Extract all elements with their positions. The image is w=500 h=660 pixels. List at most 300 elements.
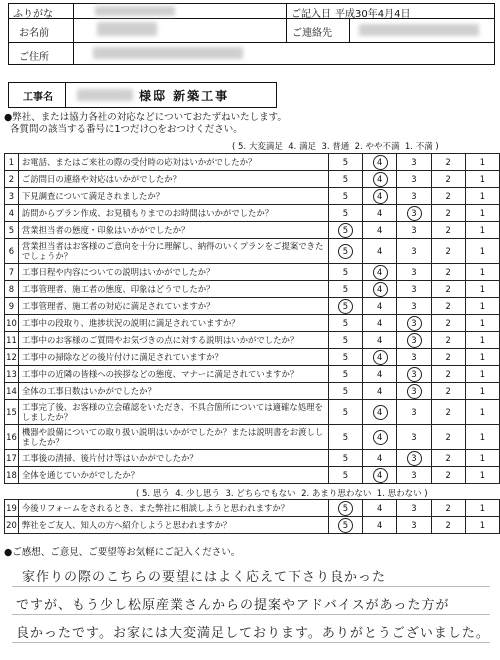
- score-option-4[interactable]: [363, 222, 397, 239]
- score-label: 4: [377, 301, 383, 311]
- score-label: 3: [411, 174, 417, 184]
- score-label: 2: [445, 407, 451, 417]
- redacted-furigana: [95, 6, 175, 16]
- question-row: [5, 171, 500, 188]
- score-option-1[interactable]: [465, 517, 499, 534]
- score-option-4[interactable]: [363, 205, 397, 222]
- score-option-5[interactable]: [328, 517, 362, 534]
- score-option-1[interactable]: [465, 500, 499, 517]
- divider: [73, 4, 74, 64]
- score-option-5[interactable]: [328, 264, 362, 281]
- score-label: 4: [377, 225, 383, 235]
- question-number: 13: [5, 366, 19, 383]
- circled-answer-mark: [407, 384, 422, 399]
- score-option-5[interactable]: [328, 400, 362, 425]
- score-label: 4: [377, 267, 383, 277]
- comment-area: [4, 558, 492, 656]
- circled-answer-mark: [407, 451, 422, 466]
- score-option-3[interactable]: [397, 500, 431, 517]
- question-row: [5, 500, 500, 517]
- intro-line-1: ●弊社、または協力各社の対応などについておたずねいたします。: [4, 112, 287, 123]
- score-label: 4: [377, 386, 383, 396]
- score-label: 1: [479, 267, 486, 277]
- score-label: 5: [342, 503, 349, 513]
- score-option-4[interactable]: [363, 467, 397, 484]
- score-option-4[interactable]: [363, 298, 397, 315]
- question-number: 1: [5, 154, 19, 171]
- name-label: お名前: [19, 28, 49, 39]
- question-row: [5, 239, 500, 264]
- survey-table: [4, 153, 500, 484]
- score-option-2[interactable]: [431, 467, 465, 484]
- divider: [9, 42, 494, 43]
- ruled-line: [12, 586, 490, 587]
- score-option-3[interactable]: [397, 366, 431, 383]
- circled-answer-mark: [373, 172, 388, 187]
- circled-answer-mark: [338, 244, 353, 259]
- question-number: 14: [5, 383, 19, 400]
- score-label: 4: [377, 191, 383, 201]
- score-option-4[interactable]: [363, 171, 397, 188]
- question-text: 工事管理者、施工者の態度、印象はどうでしたか？: [18, 281, 328, 298]
- score-label: 3: [411, 157, 417, 167]
- question-number: 8: [5, 281, 19, 298]
- comment-text-line: 家作りの際のこちらの要望にはよく応えて下さり良かった: [22, 570, 387, 585]
- divider: [65, 83, 66, 107]
- score-label: 2: [445, 386, 451, 396]
- question-text: 工事後の清掃、後片付け等はいかがでしたか？: [18, 450, 328, 467]
- score-option-4[interactable]: [363, 517, 397, 534]
- score-label: 5: [342, 432, 349, 442]
- score-label: 1: [479, 520, 486, 530]
- circled-answer-mark: [373, 350, 388, 365]
- score-option-1[interactable]: [465, 315, 499, 332]
- score-label: 2: [445, 191, 451, 201]
- address-label: ご住所: [19, 52, 49, 63]
- question-row: [5, 366, 500, 383]
- score-option-1[interactable]: [465, 222, 499, 239]
- question-number: 5: [5, 222, 19, 239]
- score-option-1[interactable]: [465, 383, 499, 400]
- score-label: 4: [377, 157, 383, 167]
- score-label: 4: [377, 520, 383, 530]
- score-option-5[interactable]: [328, 154, 362, 171]
- score-label: 3: [411, 191, 417, 201]
- question-text: 工事管理者、施工者の対応に満足されていますか？: [18, 298, 328, 315]
- score-option-4[interactable]: [363, 400, 397, 425]
- score-label: 2: [445, 225, 451, 235]
- question-text: 下見調査について満足されましたか？: [18, 188, 328, 205]
- score-option-2[interactable]: [431, 298, 465, 315]
- score-label: 5: [342, 407, 349, 417]
- score-label: 3: [411, 225, 417, 235]
- score-option-2[interactable]: [431, 222, 465, 239]
- score-label: 2: [445, 208, 451, 218]
- question-text: ご訪問日の連絡や対応はいかがでしたか？: [18, 171, 328, 188]
- score-label: 3: [411, 352, 417, 362]
- score-option-3[interactable]: [397, 239, 431, 264]
- score-label: 5: [342, 470, 349, 480]
- circled-answer-mark: [373, 155, 388, 170]
- question-number: 6: [5, 239, 19, 264]
- circled-answer-mark: [338, 501, 353, 516]
- question-text: 工事中の段取り、進捗状況の説明に満足されていますか？: [18, 315, 328, 332]
- score-label: 1: [479, 386, 486, 396]
- question-row: [5, 349, 500, 366]
- score-option-3[interactable]: [397, 467, 431, 484]
- score-option-2[interactable]: [431, 264, 465, 281]
- score-label: 4: [377, 503, 383, 513]
- score-label: 4: [377, 284, 383, 294]
- date-value: 平成30年4月4日: [335, 9, 411, 20]
- score-label: 5: [342, 453, 349, 463]
- score-label: 5: [342, 352, 349, 362]
- score-option-4[interactable]: [363, 450, 397, 467]
- comment-text-line: ですが、もう少し松原産業さんからの提案やアドバイスがあった方が: [16, 598, 450, 613]
- score-option-5[interactable]: [328, 366, 362, 383]
- question-text: 工事完了後、お客様の立会確認をいただき、不具合箇所については適確な処理をしましたか？: [18, 400, 328, 425]
- score-label: 5: [342, 246, 349, 256]
- score-label: 1: [479, 503, 486, 513]
- score-option-4[interactable]: [363, 383, 397, 400]
- question-text: 全体の工事日数はいかがでしたか？: [18, 383, 328, 400]
- score-label: 1: [479, 453, 486, 463]
- circled-answer-mark: [373, 189, 388, 204]
- question-number: 9: [5, 298, 19, 315]
- question-number: 19: [5, 500, 19, 517]
- score-option-5[interactable]: [328, 171, 362, 188]
- question-row: [5, 154, 500, 171]
- question-row: [5, 517, 500, 534]
- question-row: [5, 281, 500, 298]
- score-option-2[interactable]: [431, 500, 465, 517]
- score-option-5[interactable]: [328, 383, 362, 400]
- score-label: 5: [342, 369, 349, 379]
- score-option-4[interactable]: [363, 425, 397, 450]
- question-text: 工事日程や内容についての説明はいかがでしたか？: [18, 264, 328, 281]
- circled-answer-mark: [407, 367, 422, 382]
- question-number: 4: [5, 205, 19, 222]
- score-option-4[interactable]: [363, 332, 397, 349]
- score-label: 1: [479, 301, 486, 311]
- score-option-2[interactable]: [431, 366, 465, 383]
- score-label: 2: [445, 470, 451, 480]
- score-option-2[interactable]: [431, 349, 465, 366]
- question-row: [5, 222, 500, 239]
- question-number: 10: [5, 315, 19, 332]
- score-option-3[interactable]: [397, 154, 431, 171]
- question-number: 16: [5, 425, 19, 450]
- score-option-1[interactable]: [465, 264, 499, 281]
- question-number: 18: [5, 467, 19, 484]
- score-label: 2: [445, 335, 451, 345]
- score-option-3[interactable]: [397, 205, 431, 222]
- score-label: 2: [445, 246, 451, 256]
- question-text: 今後リフォームをされるとき、また弊社に相談しようと思われますか？: [18, 500, 328, 517]
- score-option-2[interactable]: [431, 154, 465, 171]
- score-option-5[interactable]: [328, 315, 362, 332]
- redacted-contact: [359, 24, 479, 36]
- score-option-2[interactable]: [431, 171, 465, 188]
- question-text: 訪問からプラン作成、お見積もりまでのお時間はいかがでしたか？: [18, 205, 328, 222]
- score-option-3[interactable]: [397, 315, 431, 332]
- score-option-2[interactable]: [431, 450, 465, 467]
- score-option-1[interactable]: [465, 366, 499, 383]
- score-label: 3: [411, 335, 417, 345]
- score-option-3[interactable]: [397, 264, 431, 281]
- contact-label: ご連絡先: [292, 28, 332, 39]
- score-label: 5: [342, 225, 349, 235]
- score-option-4[interactable]: [363, 264, 397, 281]
- score-option-3[interactable]: [397, 298, 431, 315]
- score-option-1[interactable]: [465, 188, 499, 205]
- score-option-2[interactable]: [431, 239, 465, 264]
- score-label: 1: [479, 208, 486, 218]
- question-number: 3: [5, 188, 19, 205]
- score-label: 3: [411, 301, 417, 311]
- score-option-2[interactable]: [431, 315, 465, 332]
- score-option-2[interactable]: [431, 332, 465, 349]
- score-option-5[interactable]: [328, 239, 362, 264]
- score-label: 1: [479, 174, 486, 184]
- circled-answer-mark: [338, 223, 353, 238]
- question-text: 機器や設備についての取り扱い説明はいかがでしたか？または説明書をお渡ししましたか？: [18, 425, 328, 450]
- score-label: 2: [445, 284, 451, 294]
- score-option-2[interactable]: [431, 517, 465, 534]
- score-label: 5: [342, 386, 349, 396]
- score-label: 2: [445, 369, 451, 379]
- score-label: 1: [479, 470, 486, 480]
- score-label: 4: [377, 453, 383, 463]
- score-label: 5: [342, 267, 349, 277]
- score-label: 3: [411, 503, 417, 513]
- score-label: 2: [445, 267, 451, 277]
- score-option-3[interactable]: [397, 450, 431, 467]
- score-option-5[interactable]: [328, 298, 362, 315]
- score-option-5[interactable]: [328, 500, 362, 517]
- score-option-2[interactable]: [431, 400, 465, 425]
- question-row: [5, 188, 500, 205]
- circled-answer-mark: [373, 468, 388, 483]
- score-option-1[interactable]: [465, 450, 499, 467]
- score-label: 1: [479, 369, 486, 379]
- survey-table-2: [4, 499, 500, 534]
- score-option-5[interactable]: [328, 349, 362, 366]
- score-option-1[interactable]: [465, 281, 499, 298]
- customer-info-box: [8, 3, 495, 65]
- score-option-4[interactable]: [363, 349, 397, 366]
- score-option-5[interactable]: [328, 205, 362, 222]
- score-option-2[interactable]: [431, 188, 465, 205]
- score-label: 2: [445, 157, 451, 167]
- score-option-1[interactable]: [465, 239, 499, 264]
- question-text: お電話、またはご来社の際の受付時の応対はいかがでしたか？: [18, 154, 328, 171]
- question-row: [5, 400, 500, 425]
- score-label: 3: [411, 520, 417, 530]
- score-label: 1: [479, 191, 486, 201]
- score-option-1[interactable]: [465, 205, 499, 222]
- question-text: 工事中の近隣の皆様への挨拶などの態度、マナーに満足されていますか？: [18, 366, 328, 383]
- score-option-5[interactable]: [328, 425, 362, 450]
- score-option-1[interactable]: [465, 467, 499, 484]
- score-label: 4: [377, 318, 383, 328]
- score-label: 1: [479, 335, 486, 345]
- score-option-4[interactable]: [363, 188, 397, 205]
- score-label: 1: [479, 284, 486, 294]
- question-row: [5, 264, 500, 281]
- score-label: 2: [445, 520, 451, 530]
- score-label: 5: [342, 284, 349, 294]
- question-row: [5, 450, 500, 467]
- project-label: 工事名: [23, 92, 53, 103]
- comment-header: ●ご感想、ご意見、ご要望等お気軽にご記入ください。: [4, 547, 241, 558]
- score-label: 1: [479, 246, 486, 256]
- score-option-2[interactable]: [431, 383, 465, 400]
- score-option-2[interactable]: [431, 205, 465, 222]
- agreement-scale: ( 5. 思う 4. 少し思う 3. どちらでもない 2. あまり思わない 1. 思わない ): [136, 489, 428, 499]
- score-label: 2: [445, 352, 451, 362]
- question-row: [5, 315, 500, 332]
- score-option-4[interactable]: [363, 315, 397, 332]
- question-row: [5, 205, 500, 222]
- score-option-5[interactable]: [328, 188, 362, 205]
- score-option-5[interactable]: [328, 450, 362, 467]
- score-label: 1: [479, 318, 486, 328]
- divider: [349, 18, 350, 42]
- ruled-line: [12, 642, 490, 643]
- divider: [286, 4, 287, 42]
- score-option-1[interactable]: [465, 349, 499, 366]
- score-option-1[interactable]: [465, 171, 499, 188]
- ruled-line: [12, 614, 490, 615]
- score-option-3[interactable]: [397, 222, 431, 239]
- comment-text-line: 良かったです。お家には大変満足しております。ありがとうございました。: [16, 626, 490, 641]
- score-option-2[interactable]: [431, 281, 465, 298]
- score-label: 3: [411, 208, 417, 218]
- project-name-box: [8, 82, 277, 108]
- score-option-4[interactable]: [363, 154, 397, 171]
- score-option-3[interactable]: [397, 517, 431, 534]
- satisfaction-scale: ( 5. 大変満足 4. 満足 3. 普通 2. やや不満 1. 不満 ): [232, 142, 439, 152]
- score-label: 5: [342, 191, 349, 201]
- score-label: 4: [377, 369, 383, 379]
- score-label: 5: [342, 174, 349, 184]
- score-option-5[interactable]: [328, 332, 362, 349]
- score-label: 1: [479, 352, 486, 362]
- score-label: 5: [342, 208, 349, 218]
- score-option-1[interactable]: [465, 425, 499, 450]
- score-label: 3: [411, 407, 417, 417]
- score-label: 5: [342, 520, 349, 530]
- score-label: 2: [445, 174, 451, 184]
- score-label: 3: [411, 246, 417, 256]
- score-option-4[interactable]: [363, 366, 397, 383]
- score-label: 1: [479, 432, 486, 442]
- circled-answer-mark: [373, 265, 388, 280]
- divider: [9, 18, 494, 19]
- question-number: 20: [5, 517, 19, 534]
- score-label: 2: [445, 432, 451, 442]
- question-row: [5, 425, 500, 450]
- date-label: ご記入日: [291, 9, 331, 20]
- score-option-3[interactable]: [397, 281, 431, 298]
- circled-answer-mark: [373, 405, 388, 420]
- score-label: 4: [377, 174, 383, 184]
- circled-answer-mark: [373, 430, 388, 445]
- score-option-3[interactable]: [397, 349, 431, 366]
- score-option-1[interactable]: [465, 298, 499, 315]
- score-option-3[interactable]: [397, 171, 431, 188]
- question-text: 弊社をご友人、知人の方へ紹介しようと思われますか？: [18, 517, 328, 534]
- score-label: 4: [377, 470, 383, 480]
- score-label: 3: [411, 318, 417, 328]
- score-label: 4: [377, 352, 383, 362]
- score-option-3[interactable]: [397, 425, 431, 450]
- score-label: 3: [411, 470, 417, 480]
- score-label: 4: [377, 407, 383, 417]
- question-text: 工事中のお客様のご質問やお気づきの点に対する説明はいかがでしたか？: [18, 332, 328, 349]
- score-label: 5: [342, 318, 349, 328]
- score-label: 3: [411, 386, 417, 396]
- circled-answer-mark: [338, 518, 353, 533]
- question-row: [5, 332, 500, 349]
- score-label: 5: [342, 301, 349, 311]
- question-number: 12: [5, 349, 19, 366]
- score-label: 2: [445, 453, 451, 463]
- score-label: 2: [445, 503, 451, 513]
- score-option-1[interactable]: [465, 400, 499, 425]
- score-option-4[interactable]: [363, 239, 397, 264]
- question-text: 営業担当者はお客様のご意向を十分に理解し、納得のいくプランをご提案できたでしょうか？: [18, 239, 328, 264]
- score-label: 4: [377, 335, 383, 345]
- score-label: 3: [411, 284, 417, 294]
- score-option-4[interactable]: [363, 281, 397, 298]
- circled-answer-mark: [407, 316, 422, 331]
- question-text: 工事中の掃除などの後片付けに満足されていますか？: [18, 349, 328, 366]
- score-option-3[interactable]: [397, 188, 431, 205]
- score-label: 4: [377, 208, 383, 218]
- score-option-5[interactable]: [328, 281, 362, 298]
- intro-line-2: 各質問の該当する番号に1つだけ○をおつけください。: [10, 124, 243, 135]
- score-option-1[interactable]: [465, 332, 499, 349]
- question-number: 7: [5, 264, 19, 281]
- score-option-4[interactable]: [363, 500, 397, 517]
- question-text: 営業担当者の態度・印象はいかがでしたか？: [18, 222, 328, 239]
- redacted-project-name: [77, 89, 133, 101]
- score-option-3[interactable]: [397, 383, 431, 400]
- score-label: 1: [479, 407, 486, 417]
- question-row: [5, 383, 500, 400]
- circled-answer-mark: [407, 333, 422, 348]
- question-row: [5, 467, 500, 484]
- score-label: 3: [411, 453, 417, 463]
- score-label: 1: [479, 157, 486, 167]
- score-option-5[interactable]: [328, 222, 362, 239]
- score-label: 3: [411, 369, 417, 379]
- score-option-3[interactable]: [397, 400, 431, 425]
- score-option-3[interactable]: [397, 332, 431, 349]
- question-text: 全体を通じていかがでしたか？: [18, 467, 328, 484]
- score-label: 4: [377, 432, 383, 442]
- question-row: [5, 298, 500, 315]
- question-number: 15: [5, 400, 19, 425]
- score-option-5[interactable]: [328, 467, 362, 484]
- score-option-1[interactable]: [465, 154, 499, 171]
- score-label: 1: [479, 225, 486, 235]
- project-title: 様邸 新築工事: [139, 89, 230, 103]
- score-option-2[interactable]: [431, 425, 465, 450]
- circled-answer-mark: [338, 299, 353, 314]
